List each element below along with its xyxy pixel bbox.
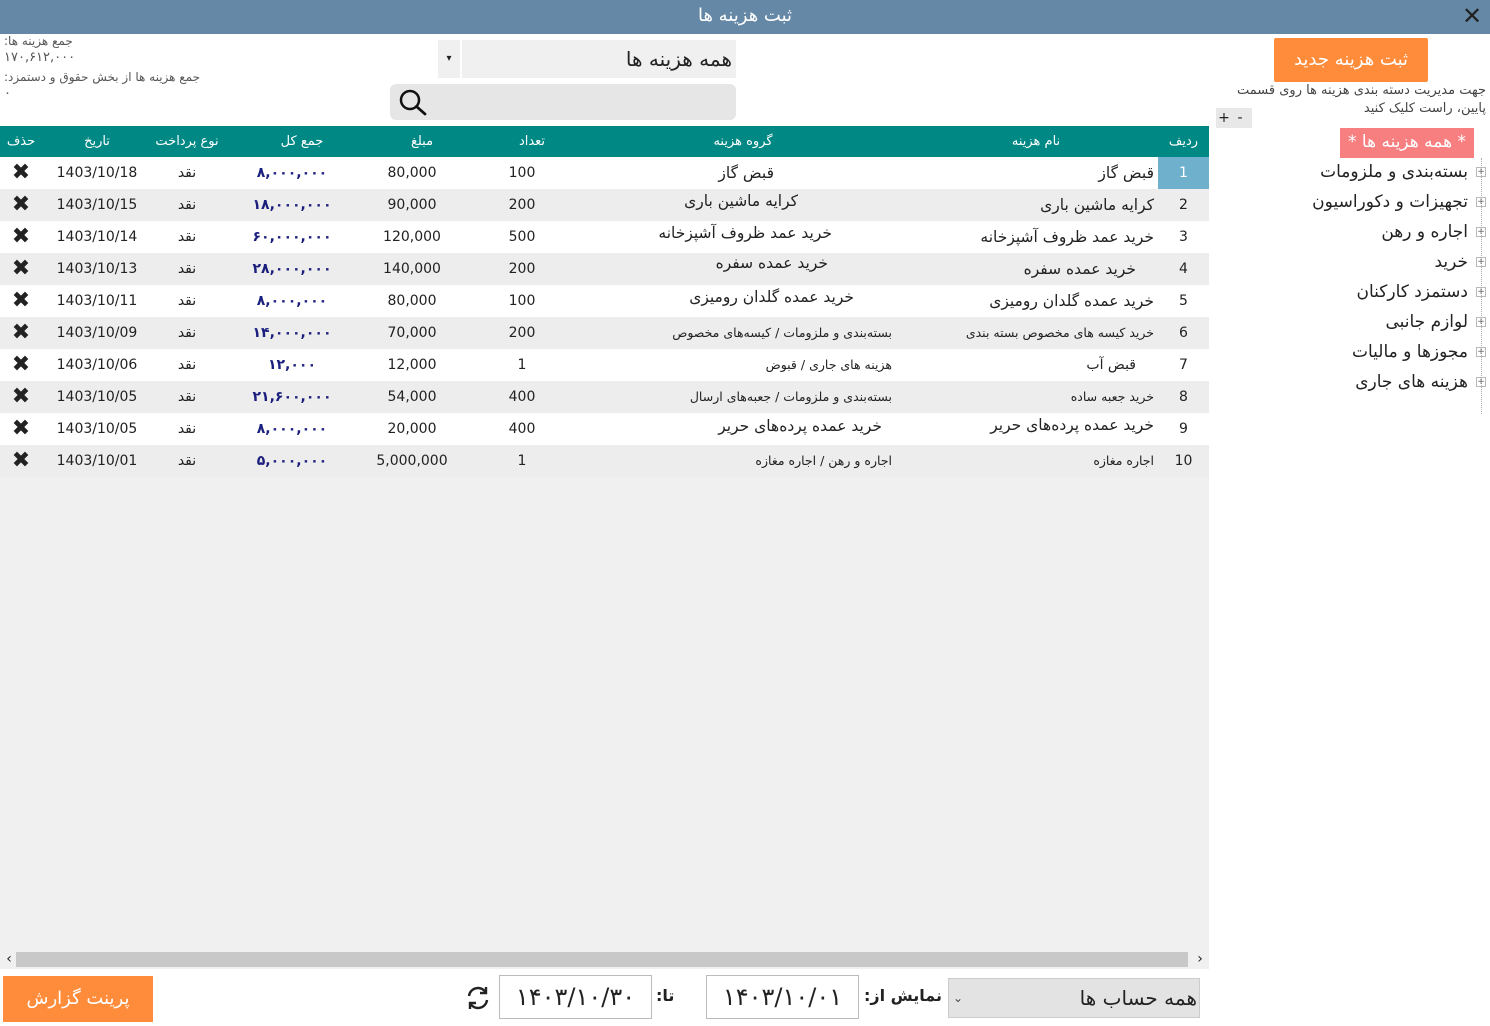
title-bar — [0, 0, 1490, 34]
header-date[interactable]: تاریخ — [84, 134, 110, 149]
cell-total: ۸,۰۰۰,۰۰۰ — [256, 421, 328, 437]
expand-icon[interactable]: + — [1477, 167, 1485, 177]
tree-item-label[interactable]: تجهیزات و دکوراسیون — [1312, 192, 1468, 212]
cell-group: خرید عمده پرده‌های حریر — [718, 417, 882, 435]
expand-icon[interactable]: + — [1477, 347, 1485, 357]
cell-count: 400 — [508, 389, 536, 405]
cell-group: خرید عمده سفره — [715, 254, 828, 272]
cell-total: ۸,۰۰۰,۰۰۰ — [256, 293, 328, 309]
cell-total: ۵,۰۰۰,۰۰۰ — [256, 453, 328, 469]
total-expenses-label: جمع هزینه ها: — [4, 34, 73, 48]
cell-count: 500 — [508, 229, 536, 245]
cell-group: اجاره و رهن / اجاره مغازه — [755, 453, 892, 468]
cell-amount: 12,000 — [387, 357, 437, 373]
delete-icon[interactable]: ✖ — [11, 256, 31, 281]
cell-payment-type: نقد — [177, 325, 197, 341]
header-group[interactable]: گروه هزینه — [713, 134, 773, 149]
expense-filter-value[interactable]: همه هزینه ها — [462, 40, 736, 78]
collapse-all-button[interactable]: - — [1237, 110, 1243, 126]
cell-amount: 120,000 — [383, 229, 441, 245]
cell-group: کرایه ماشین باری — [684, 192, 798, 210]
cell-group: خرید عمد ظروف آشپزخانه — [658, 224, 832, 242]
cell-payment-type: نقد — [177, 165, 197, 181]
cell-name: اجاره مغازه — [1093, 453, 1154, 468]
cell-index[interactable]: 7 — [1179, 357, 1188, 373]
delete-icon[interactable]: ✖ — [11, 224, 31, 249]
cell-count: 100 — [508, 165, 536, 181]
cell-index[interactable]: 2 — [1179, 197, 1188, 213]
cell-total: ۱۲,۰۰۰ — [267, 357, 317, 373]
cell-count: 1 — [517, 453, 527, 469]
account-dropdown[interactable] — [948, 978, 1200, 1018]
account-dropdown-value[interactable]: همه حساب ها — [1079, 986, 1197, 1010]
expand-icon[interactable]: + — [1477, 317, 1485, 327]
cell-index[interactable]: 3 — [1179, 229, 1188, 245]
cell-group: بسته‌بندی و ملزومات / کیسه‌های مخصوص — [672, 325, 892, 340]
refresh-icon[interactable] — [464, 984, 492, 1012]
cell-index[interactable]: 9 — [1179, 421, 1188, 437]
table-header — [0, 126, 1209, 157]
tree-item[interactable] — [1381, 218, 1486, 246]
search-box[interactable] — [390, 84, 736, 120]
cell-date: 1403/10/14 — [56, 229, 138, 245]
cell-amount: 80,000 — [387, 165, 437, 181]
cell-amount: 5,000,000 — [376, 453, 448, 469]
scrollbar-thumb[interactable] — [16, 952, 1188, 967]
search-input[interactable] — [438, 88, 728, 116]
header-count[interactable]: تعداد — [518, 134, 546, 149]
cell-date: 1403/10/13 — [56, 261, 138, 277]
expand-collapse-controls — [1216, 108, 1252, 128]
new-expense-button[interactable]: ثبت هزینه جدید — [1274, 38, 1428, 82]
header-delete[interactable]: حذف — [6, 134, 36, 149]
expand-icon[interactable]: + — [1477, 287, 1485, 297]
table-row[interactable] — [0, 413, 1209, 445]
cell-payment-type: نقد — [177, 293, 197, 309]
cell-group: خرید عمده گلدان رومیزی — [689, 288, 854, 306]
cell-name: خرید عمده پرده‌های حریر — [990, 416, 1154, 434]
cell-index[interactable]: 10 — [1174, 453, 1193, 469]
tree-item[interactable] — [1355, 368, 1486, 396]
cell-name: خرید عمد ظروف آشپزخانه — [980, 228, 1154, 246]
horizontal-scrollbar[interactable] — [0, 950, 1209, 969]
cell-count: 100 — [508, 293, 536, 309]
from-date-field[interactable]: ۱۴۰۳/۱۰/۰۱ — [706, 975, 859, 1019]
cell-count: 400 — [508, 421, 536, 437]
expense-filter-dropdown[interactable] — [438, 40, 736, 78]
cell-group: هزینه های جاری / قبوض — [765, 357, 892, 372]
cell-date: 1403/10/18 — [56, 165, 138, 181]
cell-date: 1403/10/05 — [56, 421, 138, 437]
header-payment-type[interactable]: نوع پرداخت — [155, 134, 219, 149]
delete-icon[interactable]: ✖ — [11, 416, 31, 441]
cell-total: ۲۱,۶۰۰,۰۰۰ — [252, 389, 332, 405]
scroll-right-arrow-icon[interactable]: › — [1197, 951, 1203, 967]
cell-count: 200 — [508, 197, 536, 213]
cell-date: 1403/10/15 — [56, 197, 138, 213]
cell-name: خرید کیسه های مخصوص بسته بندی — [965, 325, 1154, 340]
cell-amount: 140,000 — [383, 261, 441, 277]
table-row[interactable] — [0, 349, 1209, 381]
tree-item-label[interactable]: اجاره و رهن — [1381, 222, 1468, 242]
cell-date: 1403/10/06 — [56, 357, 138, 373]
delete-icon[interactable]: ✖ — [11, 352, 31, 377]
search-icon[interactable] — [398, 88, 428, 116]
from-date-label: نمایش از: — [864, 986, 943, 1005]
expand-icon[interactable]: + — [1477, 197, 1485, 207]
delete-icon[interactable]: ✖ — [11, 160, 31, 185]
cell-amount: 90,000 — [387, 197, 437, 213]
cell-total: ۲۸,۰۰۰,۰۰۰ — [252, 261, 332, 277]
expenses-table — [0, 126, 1209, 950]
delete-icon[interactable]: ✖ — [11, 288, 31, 313]
cell-date: 1403/10/09 — [56, 325, 138, 341]
table-row[interactable] — [0, 285, 1209, 317]
expand-icon[interactable]: + — [1477, 377, 1485, 387]
tree-item-label[interactable]: مجوزها و مالیات — [1351, 342, 1468, 362]
cell-payment-type: نقد — [177, 197, 197, 213]
cell-name: قبض آب — [1086, 357, 1136, 373]
delete-icon[interactable]: ✖ — [11, 320, 31, 345]
cell-payment-type: نقد — [177, 357, 197, 373]
cell-payment-type: نقد — [177, 453, 197, 469]
salary-expenses-value: ۰ — [4, 86, 11, 101]
print-report-button[interactable]: پرینت گزارش — [3, 976, 153, 1022]
tree-item[interactable] — [1357, 278, 1487, 306]
cell-group: بسته‌بندی و ملزومات / جعبه‌های ارسال — [689, 389, 892, 404]
tree-item-label[interactable]: هزینه های جاری — [1355, 372, 1468, 392]
cell-total: ۱۴,۰۰۰,۰۰۰ — [252, 325, 332, 341]
tree-item-label[interactable]: لوازم جانبی — [1385, 312, 1468, 332]
cell-index[interactable]: 4 — [1179, 261, 1188, 277]
summary-panel — [4, 34, 264, 106]
cell-index[interactable]: 6 — [1179, 325, 1188, 341]
cell-name: کرایه ماشین باری — [1040, 196, 1154, 214]
cell-count: 200 — [508, 261, 536, 277]
cell-payment-type: نقد — [177, 421, 197, 437]
delete-icon[interactable]: ✖ — [11, 448, 31, 473]
cell-count: 200 — [508, 325, 536, 341]
cell-total: ۱۸,۰۰۰,۰۰۰ — [252, 197, 332, 213]
cell-amount: 20,000 — [387, 421, 437, 437]
tree-item[interactable] — [1352, 338, 1486, 366]
cell-name: خرید عمده گلدان رومیزی — [989, 292, 1154, 310]
cell-index[interactable]: 5 — [1179, 293, 1188, 309]
table-row[interactable] — [0, 445, 1209, 477]
cell-payment-type: نقد — [177, 389, 197, 405]
cell-amount: 54,000 — [387, 389, 437, 405]
delete-icon[interactable]: ✖ — [11, 192, 31, 217]
to-date-field[interactable]: ۱۴۰۳/۱۰/۳۰ — [499, 975, 652, 1019]
scroll-left-arrow-icon[interactable]: ‹ — [6, 951, 12, 967]
delete-icon[interactable]: ✖ — [11, 384, 31, 409]
tree-item[interactable] — [1312, 188, 1486, 216]
window-title: ثبت هزینه ها — [697, 5, 793, 26]
cell-total: ۸,۰۰۰,۰۰۰ — [256, 165, 328, 181]
cell-name: خرید جعبه ساده — [1070, 389, 1154, 404]
tree-item-label[interactable]: خرید — [1434, 252, 1468, 272]
expand-all-button[interactable]: + — [1218, 110, 1230, 126]
tree-root-all-expenses[interactable]: * همه هزینه ها * — [1340, 128, 1474, 158]
cell-date: 1403/10/01 — [56, 453, 138, 469]
table-row[interactable] — [0, 317, 1209, 349]
to-date-label: تا: — [656, 986, 675, 1005]
cell-date: 1403/10/05 — [56, 389, 138, 405]
close-icon[interactable]: ✕ — [1461, 2, 1483, 30]
expand-icon[interactable]: + — [1477, 257, 1485, 267]
dropdown-arrow-icon[interactable]: ▾ — [438, 40, 460, 78]
tree-item-label[interactable]: بسته‌بندی و ملزومات — [1320, 162, 1468, 182]
total-expenses-value: ۱۷۰,۶۱۲,۰۰۰ — [4, 50, 76, 65]
cell-payment-type: نقد — [177, 229, 197, 245]
cell-amount: 80,000 — [387, 293, 437, 309]
cell-count: 1 — [517, 357, 527, 373]
cell-index[interactable]: 1 — [1158, 157, 1209, 189]
header-index[interactable]: ردیف — [1168, 134, 1199, 149]
category-hint-text: جهت مدیریت دسته بندی هزینه ها روی قسمت پایین، راست کلیک کنید — [1237, 83, 1486, 116]
cell-group: قبض گاز — [718, 164, 774, 182]
cell-index[interactable]: 8 — [1179, 389, 1188, 405]
salary-expenses-label: جمع هزینه ها از بخش حقوق و دستمزد: — [4, 70, 201, 84]
header-amount[interactable]: مبلغ — [410, 134, 434, 149]
cell-payment-type: نقد — [177, 261, 197, 277]
tree-item-label[interactable]: دستمزد کارکنان — [1356, 282, 1468, 302]
header-total[interactable]: جمع کل — [280, 134, 324, 149]
cell-total: ۶۰,۰۰۰,۰۰۰ — [252, 229, 332, 245]
cell-name: خرید عمده سفره — [1023, 260, 1136, 278]
expand-icon[interactable]: + — [1477, 227, 1485, 237]
header-name[interactable]: نام هزینه — [1011, 134, 1061, 149]
chevron-down-icon[interactable]: ⌄ — [953, 991, 964, 1005]
cell-name: قبض گاز — [1098, 164, 1154, 182]
tree-item[interactable] — [1385, 308, 1486, 336]
tree-item[interactable] — [1320, 158, 1486, 186]
tree-item[interactable] — [1434, 248, 1486, 276]
cell-date: 1403/10/11 — [56, 293, 138, 309]
cell-amount: 70,000 — [387, 325, 437, 341]
